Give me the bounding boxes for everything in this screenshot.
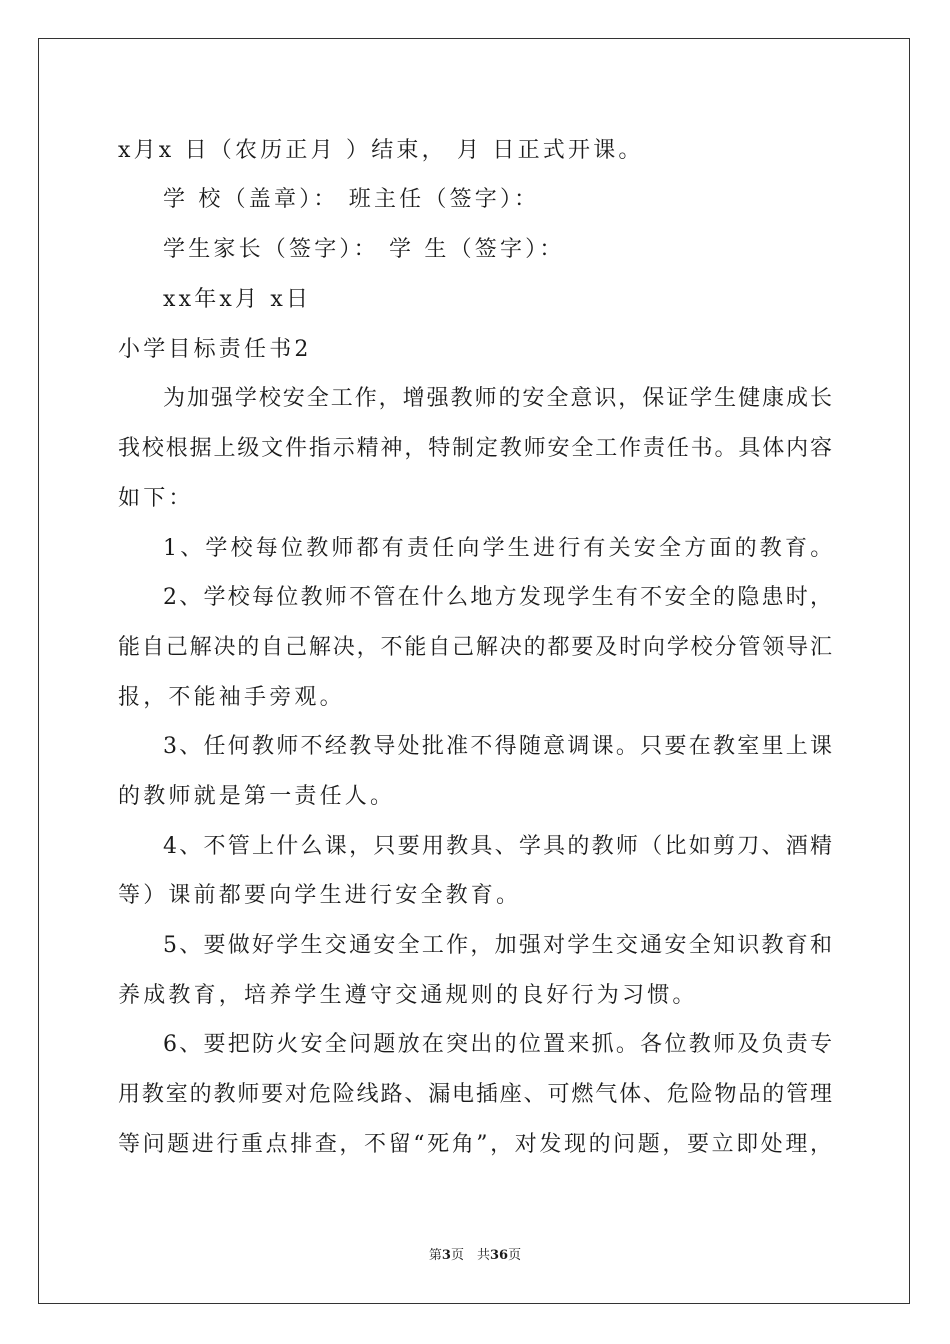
list-item-3: 3、任何教师不经教导处批准不得随意调课。只要在教室里上课 — [163, 734, 832, 759]
list-item-6: 6、要把防火安全问题放在突出的位置来抓。各位教师及负责专 — [163, 1032, 832, 1057]
paragraph-line: 用教室的教师要对危险线路、漏电插座、可燃气体、危险物品的管理 — [118, 1082, 832, 1107]
footer-total-pages: 36 — [489, 1248, 509, 1263]
list-item-4: 4、不管上什么课，只要用教具、学具的教师（比如剪刀、酒精 — [163, 834, 832, 859]
footer-suffix: 页 — [508, 1248, 522, 1263]
date-line: xx年x月 x日 — [163, 287, 312, 312]
paragraph-line: 等问题进行重点排查，不留“死角”，对发现的问题，要立即处理， — [118, 1132, 832, 1157]
paragraph-line: 报，不能袖手旁观。 — [118, 685, 345, 710]
paragraph-line: 的教师就是第一责任人。 — [118, 784, 396, 809]
paragraph-line: 为加强学校安全工作，增强教师的安全意识，保证学生健康成长 — [163, 386, 832, 411]
page-border — [38, 38, 910, 1304]
paragraph-line: 养成教育，培养学生遵守交通规则的良好行为习惯。 — [118, 983, 698, 1008]
footer-page-number: 3 — [441, 1248, 451, 1263]
list-item-1: 1、学校每位教师都有责任向学生进行有关安全方面的教育。 — [163, 536, 836, 561]
paragraph-line: 能自己解决的自己解决，不能自己解决的都要及时向学校分管领导汇 — [118, 635, 832, 660]
page-footer — [0, 1248, 950, 1264]
paragraph-line: 等）课前都要向学生进行安全教育。 — [118, 883, 522, 908]
section-heading: 小学目标责任书2 — [118, 337, 312, 362]
paragraph-line: 我校根据上级文件指示精神，特制定教师安全工作责任书。具体内容 — [118, 436, 832, 461]
footer-prefix: 第 — [428, 1248, 442, 1263]
text-line: x月x 日（农历正月 ）结束， 月 日正式开课。 — [118, 138, 644, 163]
footer-middle: 页 共 — [450, 1248, 490, 1263]
paragraph-line: 如下： — [118, 486, 194, 511]
list-item-5: 5、要做好学生交通安全工作，加强对学生交通安全知识教育和 — [163, 933, 832, 958]
list-item-2: 2、学校每位教师不管在什么地方发现学生有不安全的隐患时， — [163, 585, 832, 610]
signature-line-school: 学 校（盖章）： 班主任（签字）： — [163, 187, 540, 212]
signature-line-parent: 学生家长（签字）： 学 生（签字）： — [163, 237, 565, 262]
